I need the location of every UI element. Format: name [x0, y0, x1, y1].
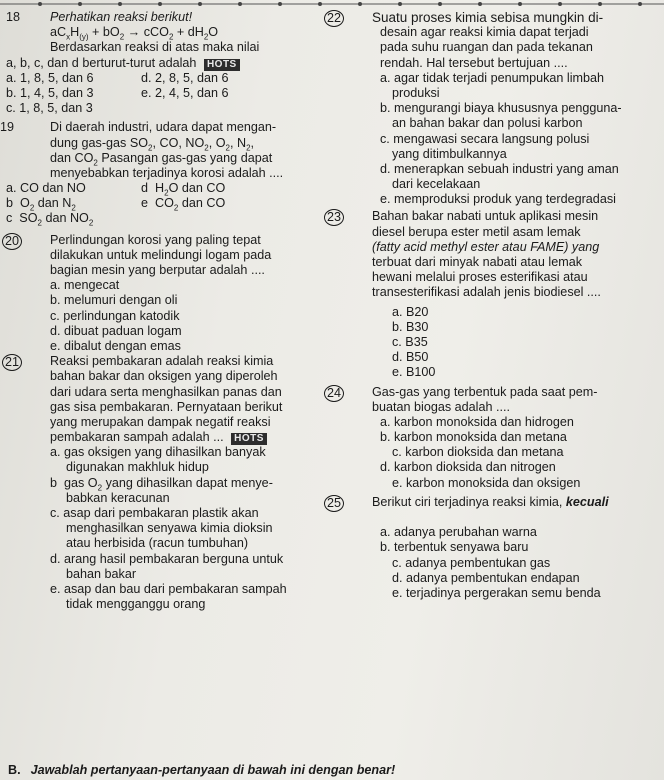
emphasis-text: kecuali	[565, 494, 609, 509]
option-d[interactable]: d $H_2O$ dan CO	[141, 181, 226, 198]
option-b[interactable]: b. 1, 4, 5, dan 3	[6, 85, 94, 100]
hots-badge: HOTS	[231, 433, 267, 445]
option-e[interactable]: e. memproduksi produk yang terdegradasi	[380, 192, 616, 207]
question-22	[326, 10, 664, 207]
question-text: menyebabkan terjadinya korosi adalah ....	[50, 165, 284, 180]
option-a[interactable]: a. B20	[392, 304, 429, 319]
question-text: Gas-gas yang terbentuk pada saat pem-	[372, 384, 598, 399]
option-a[interactable]: a. 1, 8, 5, dan 6	[6, 70, 94, 85]
option-c[interactable]: c. perlindungan katodik	[50, 308, 180, 323]
section-b-heading	[8, 763, 395, 777]
question-text: Di daerah industri, udara dapat mengan-	[50, 120, 277, 135]
question-21	[6, 354, 326, 612]
equation: $aC_xH_{(y)} + bO_2 \to cCO_2 + dH_2O$	[50, 25, 219, 42]
option-b[interactable]: b. terbentuk senyawa baru	[380, 540, 529, 555]
option-b[interactable]: b $O_2$ dan $N_2$	[6, 196, 76, 213]
option-a[interactable]: a. adanya perubahan warna	[380, 525, 537, 540]
option-text: produksi	[392, 85, 440, 100]
option-b[interactable]: b. melumuri dengan oli	[50, 293, 178, 308]
option-text-part: yang dihasilkan dapat menye-	[105, 475, 273, 490]
question-text: bagian mesin yang berputar adalah ....	[50, 263, 265, 277]
question-23	[326, 209, 664, 380]
option-text: tidak mengganggu orang	[66, 597, 206, 612]
question-text: (fatty acid methyl ester atau FAME) yang	[372, 239, 600, 254]
question-text: Perlindungan korosi yang paling tepat	[50, 232, 261, 247]
option-e[interactable]: e. B100	[392, 365, 436, 380]
question-text: bahan bakar dan oksigen yang diperoleh	[50, 369, 278, 384]
question-number: 19	[0, 120, 15, 135]
question-number: 24	[324, 385, 344, 402]
option-e[interactable]: e. terjadinya pergerakan semu benda	[392, 585, 601, 600]
question-number: 21	[2, 354, 22, 371]
option-d[interactable]: d. adanya pembentukan endapan	[392, 570, 580, 585]
option-text: menghasilkan senyawa kimia dioksin	[66, 521, 273, 536]
question-20	[6, 233, 326, 355]
question-text: Berdasarkan reaksi di atas maka nilai	[50, 40, 260, 55]
option-e[interactable]: e. 2, 4, 5, dan 6	[141, 85, 229, 100]
option-e[interactable]: e. karbon monoksida dan oksigen	[392, 475, 581, 490]
question-text-part: a, b, c, dan d berturut-turut adalah	[6, 55, 200, 70]
section-label: B.	[8, 763, 21, 777]
option-row	[6, 181, 326, 196]
question-text: Bahan bakar nabati untuk aplikasi mesin	[372, 209, 599, 224]
option-d[interactable]: d. dibuat paduan logam	[50, 323, 182, 338]
option-c[interactable]: c. 1, 8, 5, dan 3	[6, 101, 93, 116]
question-text	[330, 495, 664, 510]
option-c[interactable]: c. karbon dioksida dan metana	[392, 445, 564, 460]
option-c[interactable]: c. adanya pembentukan gas	[392, 555, 551, 570]
option-d[interactable]: d. 2, 8, 5, dan 6	[141, 70, 229, 85]
question-number: 25	[324, 495, 344, 512]
option-d[interactable]: d. karbon dioksida dan nitrogen	[380, 460, 556, 475]
question-text: rendah. Hal tersebut bertujuan ....	[380, 55, 568, 70]
question-text: buatan biogas adalah ....	[372, 399, 510, 414]
question-text: transesterifikasi adalah jenis biodiesel ....	[372, 285, 601, 300]
question-text: pada suhu ruangan dan pada tekanan	[380, 40, 593, 55]
option-row	[6, 71, 326, 86]
question-text-part: Pasangan gas-gas yang dapat	[101, 150, 273, 165]
option-row	[6, 86, 326, 101]
option-text: an bahan bakar dan polusi karbon	[392, 116, 583, 131]
question-text: desain agar reaksi kimia dapat terjadi	[380, 25, 589, 40]
question-number: 22	[324, 10, 344, 27]
question-19	[0, 120, 326, 228]
question-text	[6, 430, 326, 445]
option-a[interactable]: a. karbon monoksida dan hidrogen	[380, 414, 574, 429]
option-c[interactable]: c. asap dari pembakaran plastik akan	[50, 506, 259, 520]
option-a[interactable]: a. mengecat	[50, 278, 120, 293]
question-text-part: Berikut ciri terjadinya reaksi kimia,	[372, 494, 566, 509]
option-e[interactable]: e. asap dan bau dari pembakaran sampah	[50, 581, 287, 596]
question-text: yang merupakan dampak negatif reaksi	[50, 414, 271, 429]
spacer	[330, 510, 664, 525]
question-text	[6, 56, 326, 71]
dotted-border-decoration	[0, 0, 664, 10]
question-24	[326, 384, 664, 491]
question-text: dan $CO_2$ Pasangan gas-gas yang dapat	[50, 150, 273, 168]
option-a[interactable]: a. CO dan NO	[6, 181, 86, 196]
option-text: dari kecelakaan	[392, 177, 481, 192]
right-column	[326, 10, 664, 601]
question-text: dung gas-gas $SO_2$, CO, $NO_2$, $O_2$, $N_2$,	[50, 135, 255, 153]
option-a[interactable]: a. gas oksigen yang dihasilkan banyak	[50, 445, 266, 460]
option-d[interactable]: d. arang hasil pembakaran berguna untuk	[50, 551, 284, 566]
question-text: dilakukan untuk melindungi logam pada	[50, 247, 272, 262]
question-text: dari udara serta menghasilkan panas dan	[50, 384, 282, 399]
left-column	[0, 10, 326, 612]
option-text: atau herbisida (racun tumbuhan)	[66, 536, 249, 551]
question-text: terbuat dari minyak nabati atau lemak	[372, 255, 583, 269]
question-text-part: dung gas-gas	[50, 135, 127, 150]
question-number: 18	[6, 10, 21, 24]
question-text-part: pembakaran sampah adalah ...	[50, 430, 228, 445]
option-d[interactable]: d. B50	[392, 350, 429, 365]
option-b[interactable]: b. karbon monoksida dan metana	[380, 430, 567, 445]
option-b[interactable]: b gas $O_2$ yang dihasilkan dapat menye-	[50, 475, 273, 493]
option-c[interactable]: c. B35	[392, 334, 428, 349]
option-b[interactable]: b. B30	[392, 319, 429, 334]
option-row	[6, 196, 326, 211]
question-text: Suatu proses kimia sebisa mungkin di-	[372, 10, 604, 25]
section-instruction: Jawablah pertanyaan-pertanyaan di bawah ini dengan benar!	[30, 763, 396, 777]
option-a[interactable]: a. agar tidak terjadi penumpukan limbah	[380, 70, 605, 85]
question-text: Reaksi pembakaran adalah reaksi kimia	[50, 354, 274, 369]
question-25	[326, 494, 664, 601]
option-text: babkan keracunan	[66, 490, 170, 505]
option-e[interactable]: e $CO_2$ dan CO	[141, 196, 226, 213]
question-text: Perhatikan reaksi berikut!	[50, 10, 193, 24]
option-text: bahan bakar	[66, 566, 137, 581]
question-text: diesel berupa ester metil asam lemak	[372, 224, 581, 239]
option-c[interactable]: c. mengawasi secara langsung polusi	[380, 131, 590, 146]
option-e[interactable]: e. dibalut dengan emas	[50, 338, 181, 353]
question-18	[6, 10, 326, 116]
question-number: 20	[2, 233, 22, 250]
question-text: gas sisa pembakaran. Pernyataan berikut	[50, 399, 283, 414]
option-text: digunakan makhluk hidup	[66, 460, 209, 475]
option-d[interactable]: d. menerapkan sebuah industri yang aman	[380, 161, 619, 176]
option-c[interactable]: c $SO_2$ dan $NO_2$	[6, 211, 94, 228]
question-number: 23	[324, 209, 344, 226]
hots-badge: HOTS	[204, 59, 240, 71]
question-text: hewani melalui proses esterifikasi atau	[372, 270, 588, 285]
option-text: yang ditimbulkannya	[392, 146, 507, 161]
option-b[interactable]: b. mengurangi biaya khususnya pengguna-	[380, 101, 622, 116]
